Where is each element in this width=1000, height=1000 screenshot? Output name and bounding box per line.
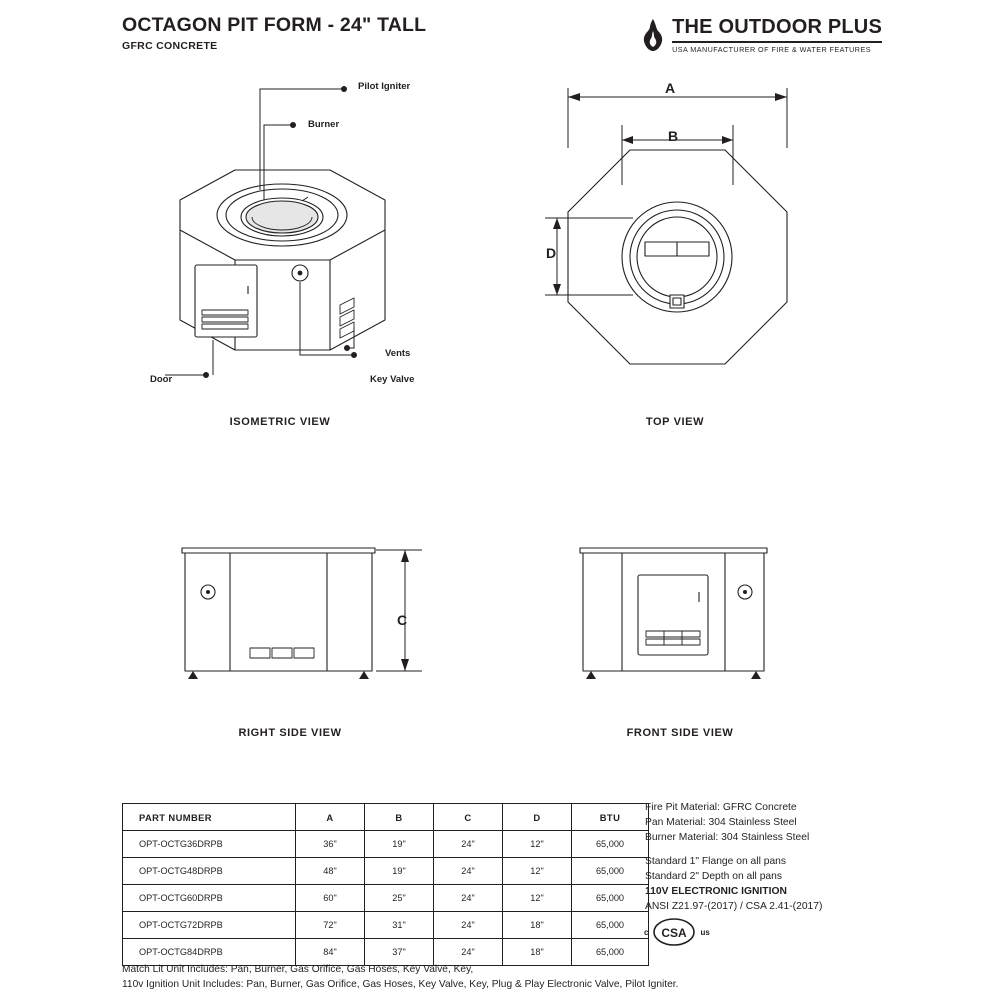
cell-part-number: OPT-OCTG36DRPB <box>123 831 296 858</box>
cell-a: 48" <box>296 858 365 885</box>
front-side-view-drawing <box>560 530 820 715</box>
cell-btu: 65,000 <box>572 858 649 885</box>
title-block <box>122 14 426 52</box>
callout-door: Door <box>150 374 173 385</box>
dimension-label-a: A <box>665 80 676 96</box>
table-header-d: D <box>503 804 572 831</box>
table-row <box>123 858 649 885</box>
footer-line-match-lit: Match Lit Unit Includes: Pan, Burner, Gas Orifice, Gas Hoses, Key Valve, Key, <box>122 964 474 975</box>
cell-d: 18" <box>503 939 572 966</box>
top-view-drawing <box>525 70 825 400</box>
brand-logo <box>640 16 882 54</box>
caption-right-side-view: RIGHT SIDE VIEW <box>238 727 342 739</box>
caption-isometric-view: ISOMETRIC VIEW <box>229 416 331 428</box>
table-header-c: C <box>434 804 503 831</box>
spec-spacer <box>645 845 822 854</box>
certification-marks <box>644 918 710 946</box>
cell-d: 18" <box>503 912 572 939</box>
cell-c: 24" <box>434 939 503 966</box>
spec-line-burner-material: Burner Material: 304 Stainless Steel <box>645 832 810 843</box>
brand-divider <box>672 41 882 43</box>
footer-line-ignition-unit: 110v Ignition Unit Includes: Pan, Burner, Gas Orifice, Gas Hoses, Key Valve, Key, Plug & Play Electronic Valve, Pilot Igniter. <box>122 978 679 990</box>
table-row <box>123 831 649 858</box>
cell-d: 12" <box>503 831 572 858</box>
table-header-btu: BTU <box>572 804 649 831</box>
cell-d: 12" <box>503 858 572 885</box>
dimension-label-d: D <box>546 245 557 261</box>
callout-pilot-igniter: Pilot Igniter <box>358 81 411 92</box>
page-subtitle: GFRC CONCRETE <box>122 40 218 52</box>
cell-btu: 65,000 <box>572 939 649 966</box>
footer-notes <box>122 963 678 992</box>
spec-table <box>122 803 649 966</box>
cell-a: 60" <box>296 885 365 912</box>
cell-part-number: OPT-OCTG72DRPB <box>123 912 296 939</box>
caption-front-side-view: FRONT SIDE VIEW <box>626 727 734 739</box>
dimension-label-b: B <box>668 128 679 144</box>
table-row <box>123 912 649 939</box>
flame-icon <box>640 18 666 52</box>
cell-a: 36" <box>296 831 365 858</box>
csa-logo-icon <box>653 918 695 946</box>
table-row <box>123 885 649 912</box>
caption-top-view: TOP VIEW <box>645 416 705 428</box>
cell-c: 24" <box>434 912 503 939</box>
spec-notes <box>645 800 822 914</box>
callout-key-valve: Key Valve <box>370 374 415 385</box>
cell-c: 24" <box>434 885 503 912</box>
dimension-label-c: C <box>397 612 408 628</box>
cell-part-number: OPT-OCTG84DRPB <box>123 939 296 966</box>
cell-b: 19" <box>365 858 434 885</box>
cell-btu: 65,000 <box>572 831 649 858</box>
svg-text:CSA: CSA <box>661 926 688 940</box>
cell-part-number: OPT-OCTG60DRPB <box>123 885 296 912</box>
callout-burner: Burner <box>308 119 340 130</box>
table-header-part-number: PART NUMBER <box>123 804 296 831</box>
cell-a: 84" <box>296 939 365 966</box>
cert-mark-us: us <box>700 927 710 937</box>
callout-vents: Vents <box>385 348 411 359</box>
cell-b: 37" <box>365 939 434 966</box>
spec-line-depth: Standard 2" Depth on all pans <box>645 871 783 882</box>
spec-line-material: Fire Pit Material: GFRC Concrete <box>645 802 797 813</box>
table-row <box>123 939 649 966</box>
cell-b: 19" <box>365 831 434 858</box>
cell-a: 72" <box>296 912 365 939</box>
cell-part-number: OPT-OCTG48DRPB <box>123 858 296 885</box>
cert-mark-c: c <box>644 927 649 937</box>
table-header-b: B <box>365 804 434 831</box>
cell-d: 12" <box>503 885 572 912</box>
cell-c: 24" <box>434 831 503 858</box>
cell-c: 24" <box>434 858 503 885</box>
brand-tagline: USA MANUFACTURER OF FIRE & WATER FEATURES <box>672 45 871 54</box>
table-header-row <box>123 804 649 831</box>
cell-btu: 65,000 <box>572 885 649 912</box>
cell-b: 25" <box>365 885 434 912</box>
brand-name: THE OUTDOOR PLUS <box>672 16 882 38</box>
table-header-a: A <box>296 804 365 831</box>
cell-btu: 65,000 <box>572 912 649 939</box>
spec-line-flange: Standard 1" Flange on all pans <box>645 856 787 867</box>
spec-line-pan-material: Pan Material: 304 Stainless Steel <box>645 817 797 828</box>
spec-line-ignition: 110V ELECTRONIC IGNITION <box>645 886 787 897</box>
cell-b: 31" <box>365 912 434 939</box>
spec-line-standards: ANSI Z21.97-(2017) / CSA 2.41-(2017) <box>645 901 823 912</box>
page-title: OCTAGON PIT FORM - 24" TALL <box>122 14 427 36</box>
